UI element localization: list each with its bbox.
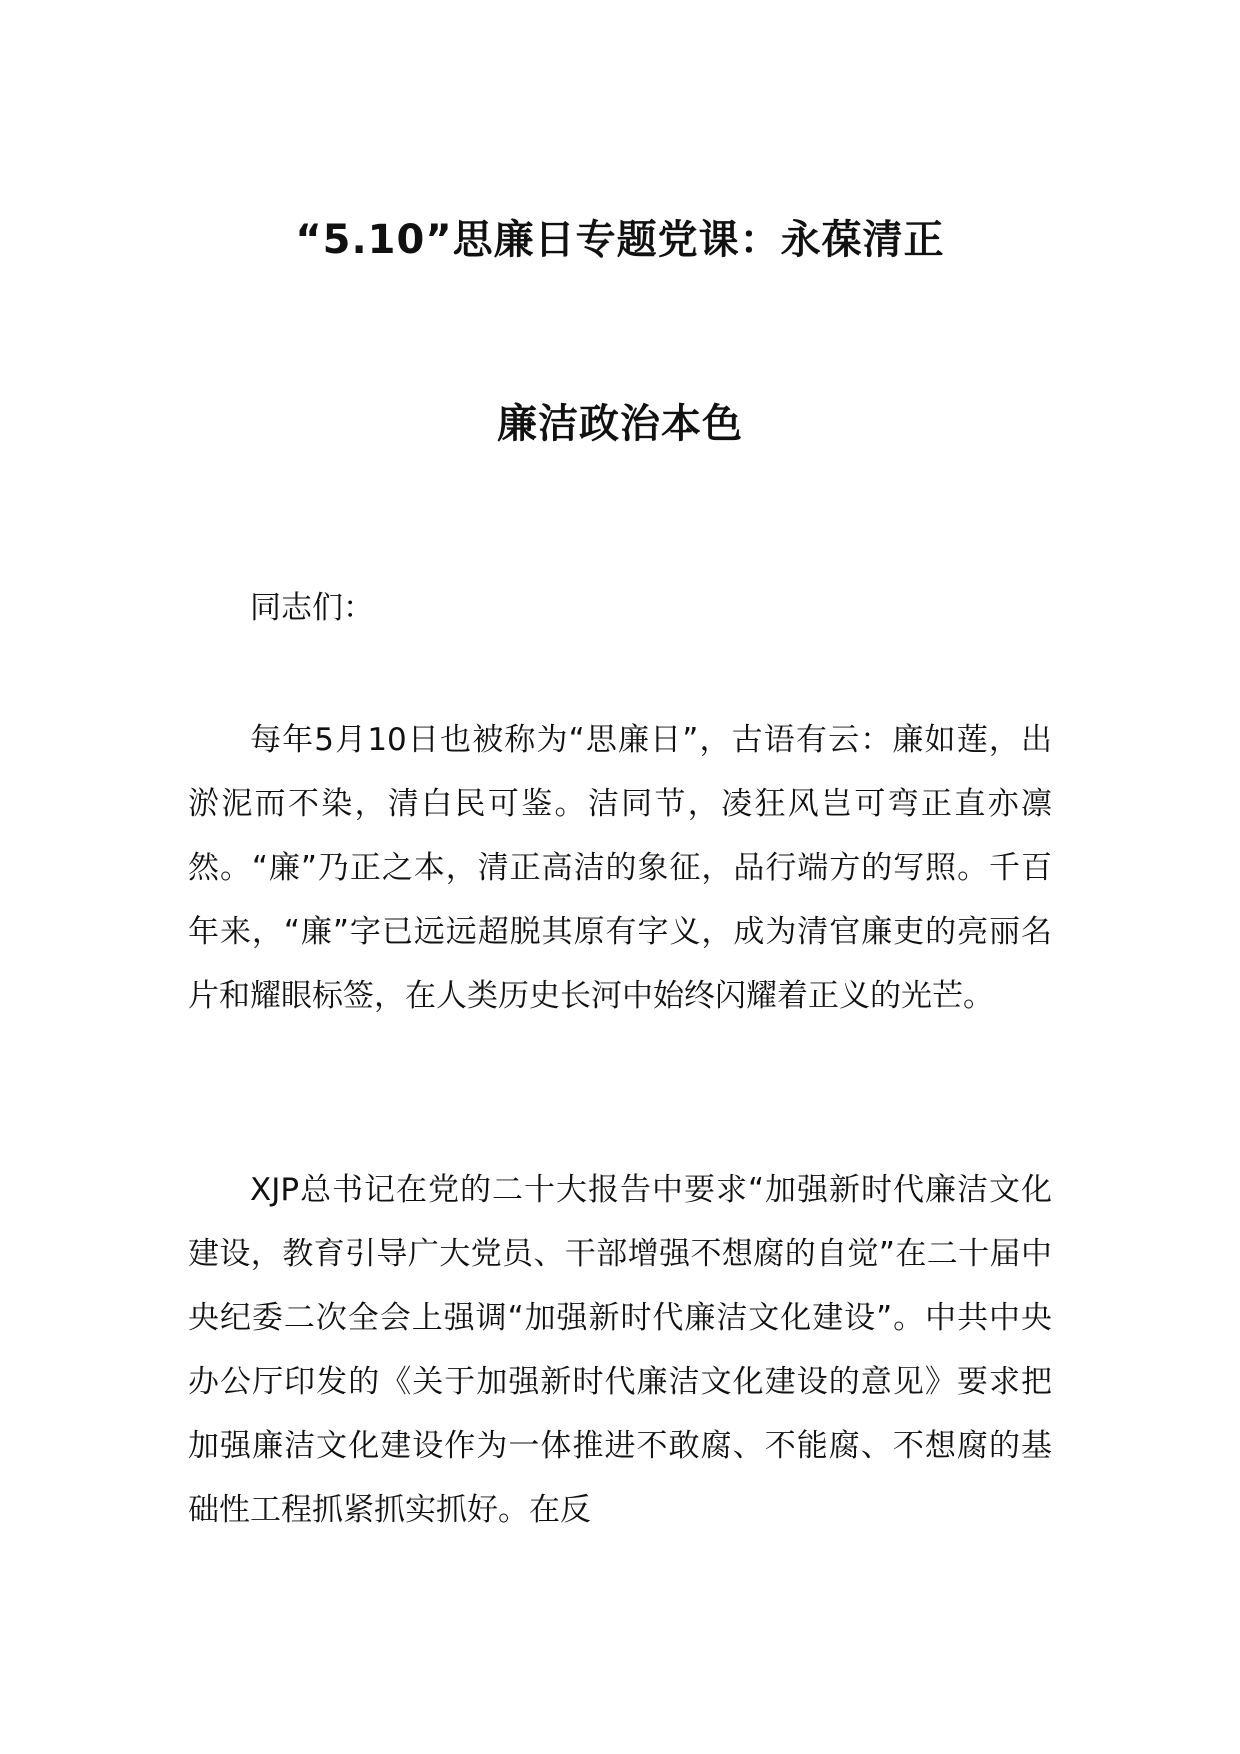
paragraph [188, 708, 1052, 1028]
greeting [188, 576, 1052, 640]
paragraph-text: XJP总书记在党的二十大报告中要求“加强新时代廉洁文化建设，教育引导广大党员、干部增强不想腐的自觉”在二十届中央纪委二次全会上强调“加强新时代廉洁文化建设”。中共中央办公厅印发的《关于加强新时代廉洁文化建设的意见》要求把加强廉洁文化建设作为一体推进不敢腐、不能腐、不想腐的基础性工程抓紧抓实抓好。在反 [188, 1172, 1052, 1528]
paragraph-text: 每年5月10日也被称为“思廉日”，古语有云：廉如莲，出淤泥而不染，清白民可鉴。洁同节，凌狂风岂可弯正直亦凛然。“廉”乃正之本，清正高洁的象征，品行端方的写照。千百年来，“廉”字已远远超脱其原有字义，成为清官廉吏的亮丽名片和耀眼标签，在人类历史长河中始终闪耀着正义的光芒。 [188, 722, 1052, 1014]
paragraph [188, 1158, 1052, 1542]
greeting-text: 同志们： [250, 590, 374, 626]
document-title-line-2: 廉洁政治本色 [497, 401, 743, 447]
document-title-line-1: “5.10”思廉日专题党课：永葆清正 [295, 217, 945, 263]
